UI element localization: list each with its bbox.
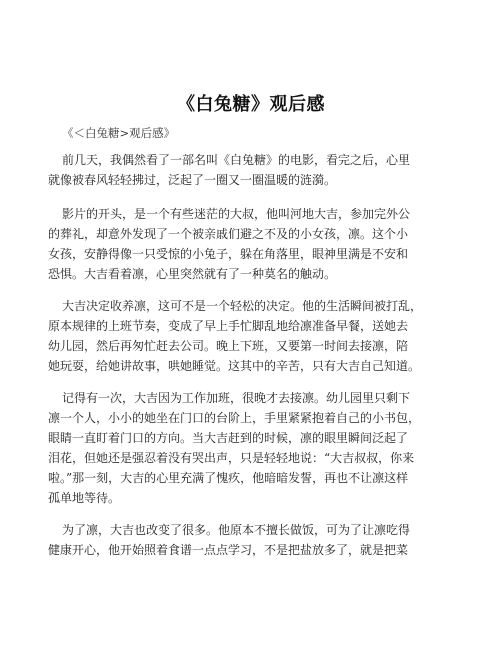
paragraph-line: 为了凛，大吉也改变了很多。他原本不擅长做饭，可为了让凛吃得 <box>62 523 411 537</box>
paragraph-line: 眼睛一直盯着门口的方向。当大吉赶到的时候，凛的眼里瞬间泛起了 <box>48 431 409 445</box>
paragraph-line: 女孩，安静得像一只受惊的小兔子，躲在角落里，眼神里满是不安和 <box>48 247 409 261</box>
paragraph-line: 原本规律的上班节奏，变成了早上手忙脚乱地给凛准备早餐，送她去 <box>48 319 409 333</box>
paragraph-line: 记得有一次，大吉因为工作加班，很晚才去接凛。幼儿园里只剩下 <box>62 391 411 405</box>
paragraph-line: 前几天，我偶然看了一部名叫《白兔糖》的电影，看完之后，心里 <box>62 153 411 167</box>
paragraph-line: 幼儿园，然后再匆忙赶去公司。晚上下班，又要第一时间去接凛，陪 <box>48 339 409 353</box>
paragraph-line: 她玩耍，给她讲故事，哄她睡觉。这其中的辛苦，只有大吉自己知道。 <box>48 359 421 373</box>
paragraph-line: 健康开心，他开始照着食谱一点点学习，不是把盐放多了，就是把菜 <box>48 543 409 557</box>
paragraph-line: 就像被春风轻轻拂过，泛起了一圈又一圈温暖的涟漪。 <box>48 173 337 187</box>
paragraph-5 <box>48 520 460 560</box>
paragraph-3 <box>48 296 460 376</box>
paragraph-1 <box>48 150 460 190</box>
document-subtitle: 《＜白兔糖>观后感》 <box>62 126 176 140</box>
paragraph-line: 恐惧。大吉看着凛，心里突然就有了一种莫名的触动。 <box>48 267 337 281</box>
paragraph-line: 孤单地等待。 <box>48 491 121 505</box>
paragraph-4 <box>48 388 460 508</box>
paragraph-line: 影片的开头，是一个有些迷茫的大叔，他叫河地大吉，参加完外公 <box>62 207 411 221</box>
paragraph-line: 的葬礼，却意外发现了一个被亲戚们避之不及的小女孩，凛。这个小 <box>48 227 409 241</box>
paragraph-2 <box>48 204 460 284</box>
paragraph-line: 啦。”那一刻，大吉的心里充满了愧疚，他暗暗发誓，再也不让凛这样 <box>48 471 409 485</box>
paragraph-line: 大吉决定收养凛，这可不是一个轻松的决定。他的生活瞬间被打乱， <box>62 299 423 313</box>
paragraph-line: 凛一个人，小小的她坐在门口的台阶上，手里紧紧抱着自己的小书包， <box>48 411 421 425</box>
document-title: 《白兔糖》观后感 <box>177 94 325 115</box>
paragraph-line: 泪花，但她还是强忍着没有哭出声，只是轻轻地说：“大吉叔叔，你来 <box>48 451 415 465</box>
